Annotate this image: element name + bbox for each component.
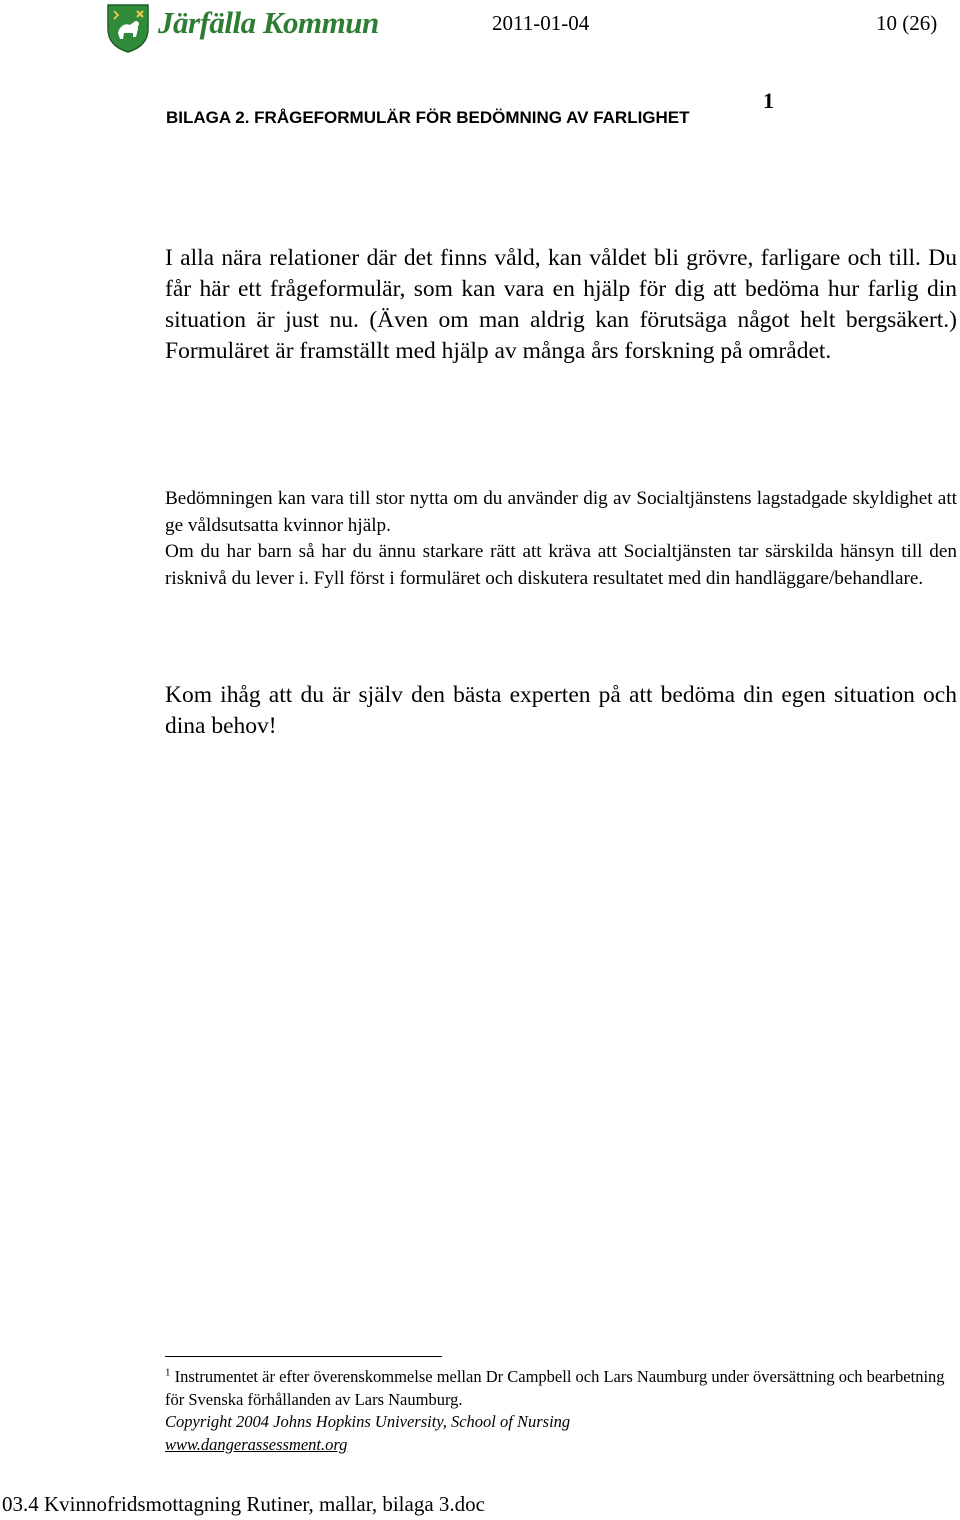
municipality-logo	[106, 3, 379, 55]
footnote-text-line	[165, 1366, 957, 1411]
footnote-number: 1	[165, 1366, 171, 1379]
intro-paragraph: I alla nära relationer där det finns våld, kan våldet bli grövre, farligare och till. Du får här ett frågeformulär, som kan vara en hjälp för dig att bedöma hur farlig din situation är just nu. (Även om man aldrig kan förutsäga något helt bergsäkert.) Formuläret är framställt med hjälp av många års forskning på området.	[165, 245, 957, 364]
footnote-divider	[165, 1356, 442, 1357]
logo-wordmark: Järfälla Kommun	[158, 5, 379, 40]
assessment-paragraph-line1: Bedömningen kan vara till stor nytta om du använder dig av Socialtjänstens lagstadgade skyldighet att ge våldsutsatta kvinnor hjälp.	[165, 488, 957, 536]
danger-assessment-link[interactable]: www.dangerassessment.org	[165, 1434, 348, 1454]
assessment-paragraph-line2: Om du har barn så har du ännu starkare rätt att kräva att Socialtjänsten tar särskilda hänsyn till den risknivå du lever i. Fyll först i formuläret och diskutera resultatet med din handläggare/behandlare.	[165, 541, 957, 589]
title-footnote-ref: 1	[763, 88, 774, 113]
footnote-copyright: Copyright 2004 Johns Hopkins University, School of Nursing	[165, 1412, 571, 1431]
coat-of-arms-icon	[106, 3, 150, 53]
page-title: BILAGA 2. FRÅGEFORMULÄR FÖR BEDÖMNING AV FARLIGHET	[166, 108, 690, 127]
page-number: 10 (26)	[876, 11, 938, 35]
footnote-text: Instrumentet är efter överenskommelse mellan Dr Campbell och Lars Naumburg under översättning och bearbetning för Svenska förhållanden av Lars Naumburg.	[165, 1367, 945, 1409]
document-date: 2011-01-04	[492, 11, 590, 35]
footnote	[165, 1366, 957, 1456]
assessment-paragraph	[165, 486, 957, 592]
document-footer: 03.4 Kvinnofridsmottagning Rutiner, mallar, bilaga 3.doc	[2, 1492, 485, 1516]
reminder-paragraph: Kom ihåg att du är själv den bästa experten på att bedöma din egen situation och dina behov!	[165, 682, 957, 739]
